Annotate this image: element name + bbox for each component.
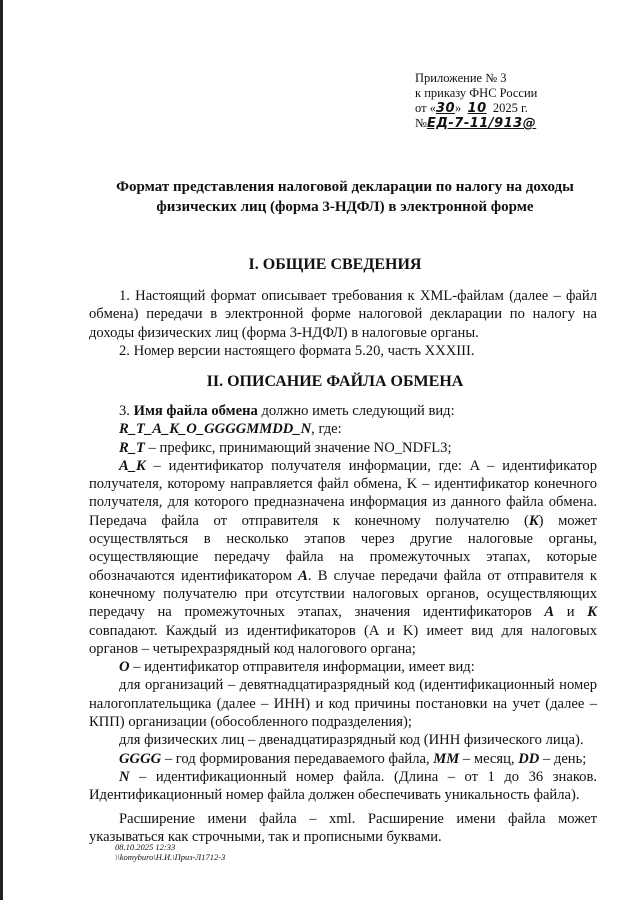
p3-text: должно иметь следующий вид: [257,403,455,419]
ak-a-2: A [544,604,555,621]
p3-number: 3. [119,403,134,419]
ak-term: A_K [119,457,146,474]
pattern-term: R_T_A_K_O_GGGGMMDD_N [119,421,312,438]
ak-definition [89,457,597,658]
n-term: N [119,768,130,785]
m-term: MM [433,750,460,767]
extension-paragraph: Расширение имени файла – xml. Расширение имени файла может указываться как строчными, так и прописными буквами. [89,810,597,845]
o-text: – идентификатор отправителя информации, имеет вид: [129,659,475,676]
date-mid: » [455,101,462,115]
ak-and: и [554,604,588,621]
p3-term: Имя файла обмена [133,403,258,419]
g-text: – год формирования передаваемого файла, [161,750,434,767]
paragraph-2: 2. Номер версии настоящего формата 5.20, часть XXXIII. [119,342,475,359]
order-line: к приказу ФНС России [415,86,538,100]
n-definition [89,768,597,805]
paragraph-3 [89,402,597,420]
print-footer [115,842,225,862]
o-term: O [119,659,130,676]
ak-text-2: ) может осуществляться в несколько этапов через другие налоговые органы, осуществляющие передачу файла на промежуточных этапах, которые обозначаются идентификатором [89,512,597,584]
document-title [60,177,630,217]
g-term: GGGG [119,750,162,767]
rt-term: R_T [119,439,145,456]
date-line [415,101,537,116]
section-1-heading: I. ОБЩИЕ СВЕДЕНИЯ [248,256,422,273]
attachment-line: Приложение № 3 [415,71,507,85]
order-attachment-block [415,71,537,131]
section-2-heading: II. ОПИСАНИЕ ФАЙЛА ОБМЕНА [206,373,464,390]
m-text: – месяц, [459,750,519,767]
number-line [415,116,537,131]
footer-path: \\komyburo\Н.И.\Приз-Л1712-3 [115,852,226,862]
footer-date: 08.10.2025 12:33 [115,842,176,852]
number-prefix: № [415,116,427,130]
title-line-1: Формат представления налоговой декларации по налогу на доходы [116,179,574,195]
n-text: – идентификационный номер файла. (Длина – от 1 до 36 знаков. Идентификационный номер файла должен обеспечивать уникальность файла). [89,768,597,804]
fl-definition: для физических лиц – двенадцатиразрядный код (ИНН физического лица). [119,732,584,749]
ak-a: A [298,567,308,584]
paragraph-1: 1. Настоящий формат описывает требования к XML-файлам (далее – файл обмена) передачи в электронной форме налоговой декларации по налогу на доходы физических лиц (форма 3-НДФЛ) в налоговые органы. [89,288,597,341]
ak-text-4: совпадают. Каждый из идентификаторов (A и K) имеет вид для налоговых органов – четырехразрядный код налогового органа; [89,622,597,657]
ak-text-3: . В случае передачи файла от отправителя к конечному получателю при отсутствии налоговых органов, осуществляющих передачу на промежуточных этапах, значения идентификаторов [89,567,597,621]
file-name-pattern [89,420,597,438]
section-1-body [89,287,597,360]
rt-definition [89,439,597,457]
ak-text-1: – идентификатор получателя информации, где: A – идентификатор получателя, которому направляется файл обмена, K – идентификатор конечного получателя, для которого предназначена информация из данного файла обмена. Передача файла от отправителя к конечному получателю ( [89,457,597,529]
title-line-2: физических лиц (форма 3-НДФЛ) в электронной форме [156,199,534,215]
ak-k-2: K [587,604,597,621]
scan-edge [0,0,3,900]
handwritten-month: 10 [467,101,487,116]
d-term: DD [518,750,540,767]
section-2-body [89,402,597,846]
o-definition [89,658,597,676]
date-year: 2025 г. [492,101,528,115]
pattern-text: , где: [311,421,342,438]
ak-k: K [528,512,539,529]
rt-text: – префикс, принимающий значение NO_NDFL3; [144,439,452,456]
handwritten-order-number: ЕД-7-11/913@ [426,116,537,131]
handwritten-day: 30 [435,101,456,116]
date-definition [89,750,597,768]
org-definition: для организаций – девятнадцатиразрядный код (идентификационный номер налогоплательщика (далее – ИНН) и код причины постановки на учет (далее – КПП) организации (обособленного подразделения); [89,677,597,731]
date-prefix: от « [415,101,436,115]
d-text: – день; [539,750,587,767]
